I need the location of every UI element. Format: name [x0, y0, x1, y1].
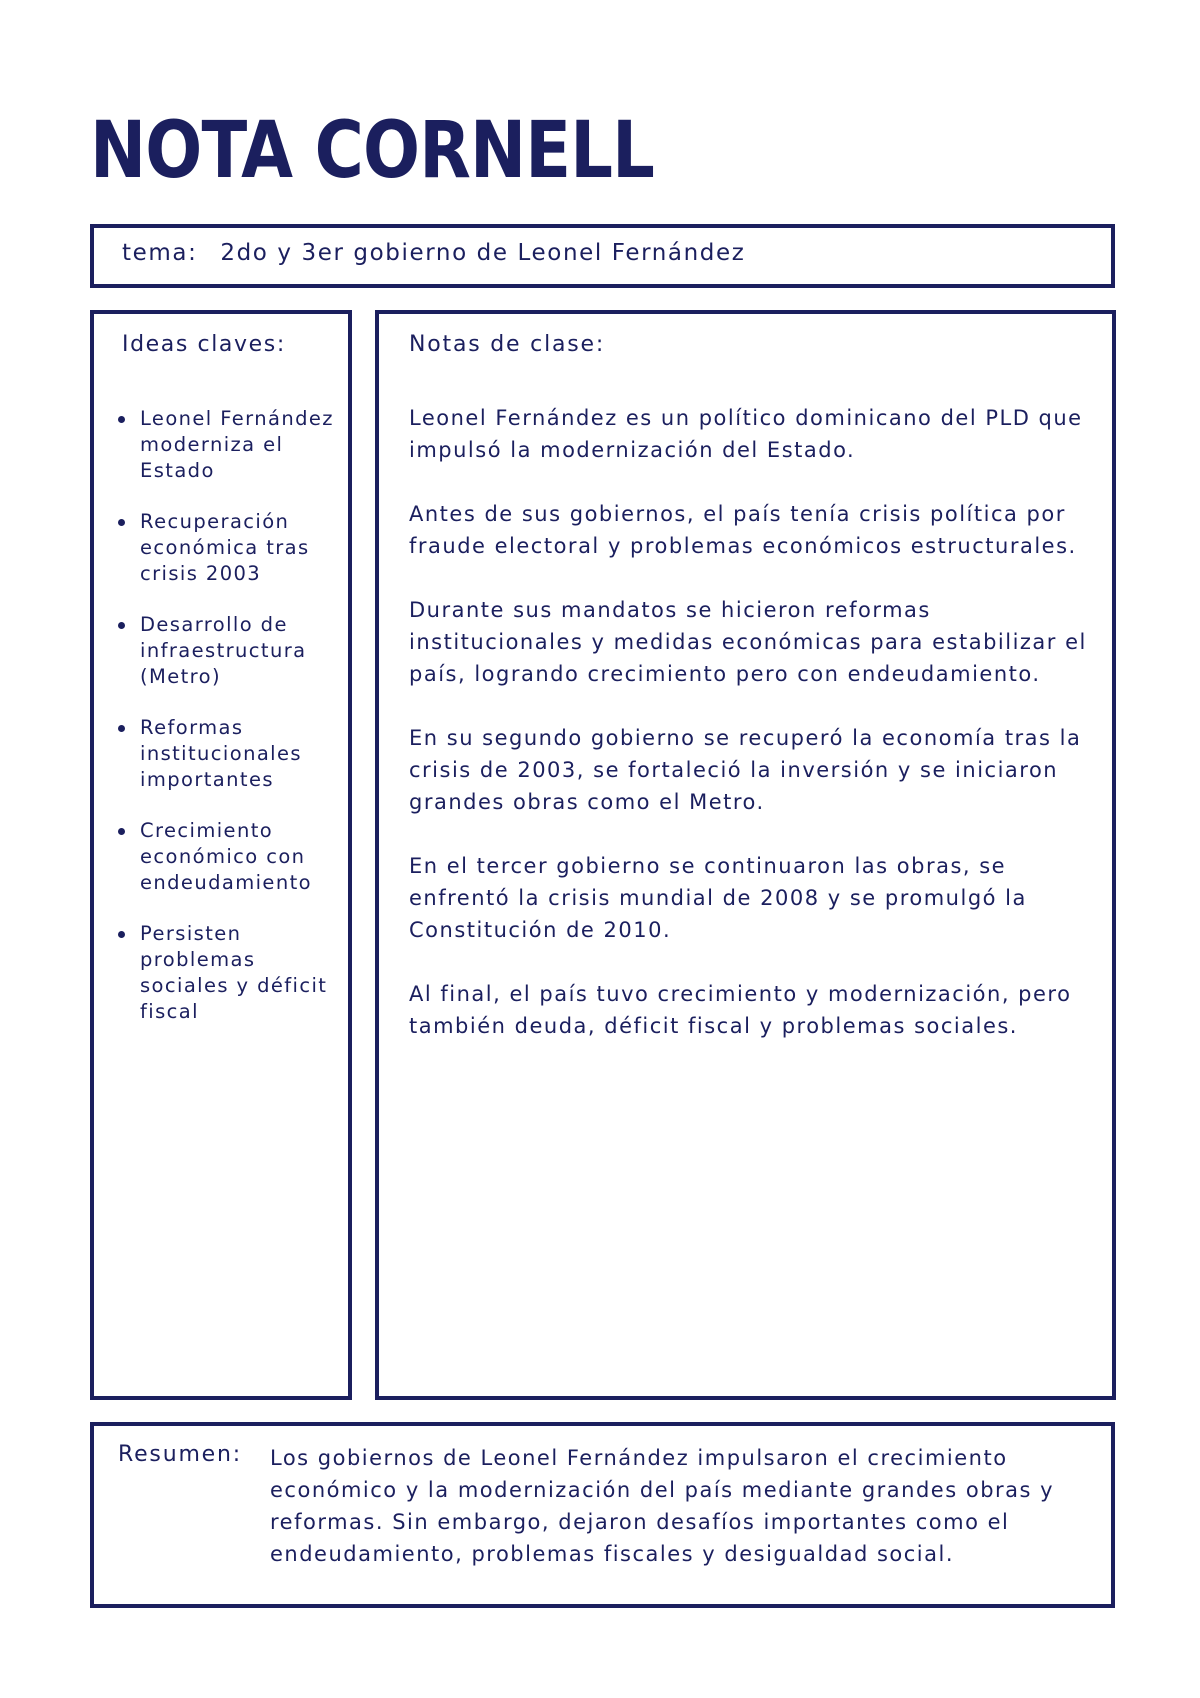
bullet-icon [118, 931, 125, 938]
topic-value: 2do y 3er gobierno de Leonel Fernández [220, 240, 746, 266]
notes-paragraph: En su segundo gobierno se recuperó la economía tras la crisis de 2003, se fortaleció la inversión y se iniciaron grandes obras como el Metro. [409, 726, 1082, 814]
key-idea-text: Persisten problemas sociales y déficit fiscal [140, 922, 328, 1023]
bullet-icon [118, 725, 125, 732]
class-notes-body [409, 402, 1089, 1074]
key-ideas-list [114, 406, 342, 1050]
notes-paragraph: Durante sus mandatos se hicieron reformas institucionales y medidas económicas para estabilizar el país, logrando crecimiento pero con endeudamiento. [409, 598, 1087, 686]
key-idea-item [114, 921, 342, 1025]
class-notes-heading: Notas de clase: [409, 332, 606, 357]
summary-label: Resumen: [118, 1442, 242, 1467]
notes-paragraph: En el tercer gobierno se continuaron las obras, se enfrentó la crisis mundial de 2008 y se promulgó la Constitución de 2010. [409, 854, 1027, 942]
bullet-icon [118, 828, 125, 835]
key-idea-text: Recuperación económica tras crisis 2003 [140, 510, 310, 585]
key-idea-text: Crecimiento económico con endeudamiento [140, 819, 312, 894]
key-idea-text: Desarrollo de infraestructura (Metro) [140, 613, 307, 688]
key-ideas-heading: Ideas claves: [122, 332, 286, 357]
notes-paragraph: Al final, el país tuvo crecimiento y modernización, pero también deuda, déficit fiscal y problemas sociales. [409, 982, 1072, 1038]
bullet-icon [118, 622, 125, 629]
key-idea-text: Reformas institucionales importantes [140, 716, 302, 791]
bullet-icon [118, 519, 125, 526]
notes-paragraph: Antes de sus gobiernos, el país tenía crisis política por fraude electoral y problemas económicos estructurales. [409, 502, 1077, 558]
key-ideas-column [90, 310, 352, 1400]
topic-box [90, 224, 1115, 288]
bullet-icon [118, 416, 125, 423]
topic-label: tema: [122, 240, 198, 266]
class-notes-column [375, 310, 1116, 1400]
key-idea-text: Leonel Fernández moderniza el Estado [140, 407, 334, 482]
key-idea-item [114, 406, 342, 484]
key-idea-item [114, 818, 342, 896]
topic-row [122, 240, 745, 266]
summary-text: Los gobiernos de Leonel Fernández impulsaron el crecimiento económico y la modernización del país mediante grandes obras y reformas. Sin embargo, dejaron desafíos importantes como el endeudamiento, problemas fiscales y desigualdad social. [270, 1446, 1055, 1566]
key-idea-item [114, 612, 342, 690]
notes-paragraph: Leonel Fernández es un político dominicano del PLD que impulsó la modernización del Estado. [409, 406, 1083, 462]
key-idea-item [114, 509, 342, 587]
key-idea-item [114, 715, 342, 793]
page-title: NOTA CORNELL [90, 106, 655, 196]
summary-box [90, 1422, 1115, 1608]
